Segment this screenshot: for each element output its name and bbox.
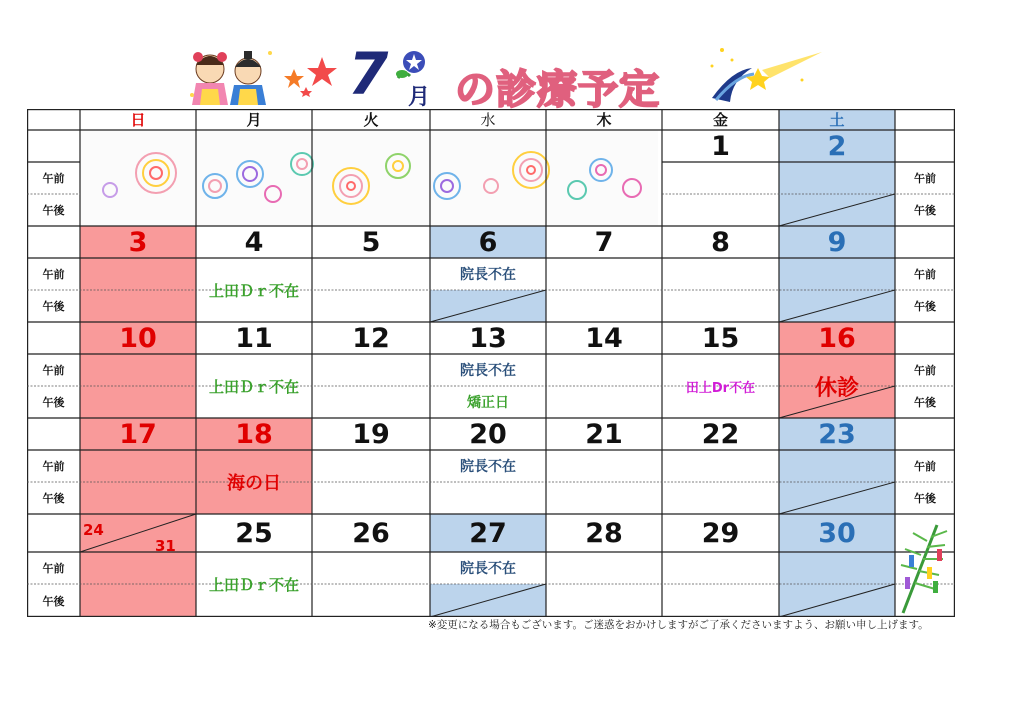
day-number-28: 28 [585, 517, 623, 549]
day-number-8: 8 [711, 226, 730, 258]
day-number-15: 15 [701, 322, 740, 354]
day-number-23: 23 [818, 418, 856, 450]
day-number-22: 22 [701, 418, 740, 450]
am-label: 午前 [914, 460, 936, 473]
day-number-25: 25 [235, 517, 273, 549]
note-closed: 休診 [814, 375, 859, 401]
month-kanji: 月 [408, 85, 431, 110]
day-number-14: 14 [585, 322, 623, 354]
am-label: 午前 [914, 172, 936, 185]
tanabata-couple-illustration [188, 45, 278, 107]
day-number-17: 17 [119, 418, 157, 450]
day-number-27: 27 [469, 517, 507, 549]
day-number-13: 13 [469, 322, 507, 354]
note-director-absent: 院長不在 [460, 267, 516, 283]
day-number-9: 9 [827, 226, 847, 258]
month-number: 7 [348, 40, 389, 108]
footer-notice: ※変更になる場合もございます。ご迷惑をおかけしますがご了承くださいますよう、お願い申し上げます。 [428, 619, 929, 631]
note-marine-day: 海の日 [227, 473, 281, 494]
weekday-sun: 日 [130, 111, 146, 129]
day-number-18: 18 [235, 418, 273, 450]
day-number-20: 20 [469, 418, 507, 450]
pm-label: 午後 [42, 396, 65, 409]
pm-label: 午後 [914, 492, 936, 505]
day-number-16: 16 [818, 322, 856, 354]
pm-label: 午後 [914, 204, 936, 217]
day-number-7: 7 [594, 226, 614, 258]
shooting-star-icon [692, 40, 827, 110]
day-number-29: 29 [701, 517, 740, 549]
note-ueda-absent: 上田Ｄｒ不在 [208, 281, 299, 300]
page-title: の診療予定 [455, 67, 660, 113]
weekday-fri: 金 [712, 111, 728, 129]
day-number-1: 1 [711, 130, 730, 162]
day-number-6: 6 [478, 226, 498, 258]
pm-label: 午後 [42, 204, 65, 217]
page-header [0, 0, 1024, 113]
day-number-24: 24 [83, 521, 104, 539]
weekday-tue: 火 [363, 111, 379, 129]
note-ueda-absent: 上田Ｄｒ不在 [208, 377, 299, 396]
pm-label: 午後 [914, 300, 936, 313]
day-number-30: 30 [818, 517, 856, 549]
bamboo-decoration-icon [897, 519, 953, 615]
pm-label: 午後 [42, 300, 65, 313]
weekday-mon: 月 [246, 111, 262, 129]
calendar-table [27, 109, 955, 617]
am-label: 午前 [42, 364, 65, 377]
am-label: 午前 [42, 172, 65, 185]
am-label: 午前 [42, 268, 65, 281]
day-number-26: 26 [352, 517, 390, 549]
weekday-sat: 土 [829, 111, 845, 129]
day-number-31: 31 [155, 537, 176, 555]
weekday-wed: 水 [480, 111, 496, 129]
note-ueda-absent: 上田Ｄｒ不在 [208, 576, 299, 594]
note-director-absent: 院長不在 [460, 459, 516, 475]
am-label: 午前 [914, 268, 936, 281]
morning-glory-icon [394, 48, 430, 84]
pm-label: 午後 [914, 396, 936, 409]
day-number-12: 12 [352, 322, 390, 354]
note-orthodontic-day: 矯正日 [467, 395, 509, 411]
day-number-10: 10 [119, 322, 157, 354]
pm-label: 午後 [42, 492, 65, 505]
day-number-19: 19 [352, 418, 390, 450]
note-tagami-absent: 田上Dr不在 [685, 380, 756, 396]
day-number-11: 11 [235, 322, 273, 354]
stars-icon [282, 55, 338, 97]
day-number-21: 21 [585, 418, 623, 450]
am-label: 午前 [42, 460, 65, 473]
weekday-thu: 木 [596, 111, 612, 129]
am-label: 午前 [42, 562, 65, 575]
pm-label: 午後 [42, 594, 65, 608]
day-number-5: 5 [361, 226, 381, 258]
day-number-4: 4 [244, 226, 264, 258]
note-director-absent: 院長不在 [460, 363, 516, 379]
am-label: 午前 [914, 364, 936, 377]
day-number-2: 2 [827, 130, 847, 162]
note-director-absent: 院長不在 [460, 561, 516, 577]
day-number-3: 3 [128, 226, 148, 258]
